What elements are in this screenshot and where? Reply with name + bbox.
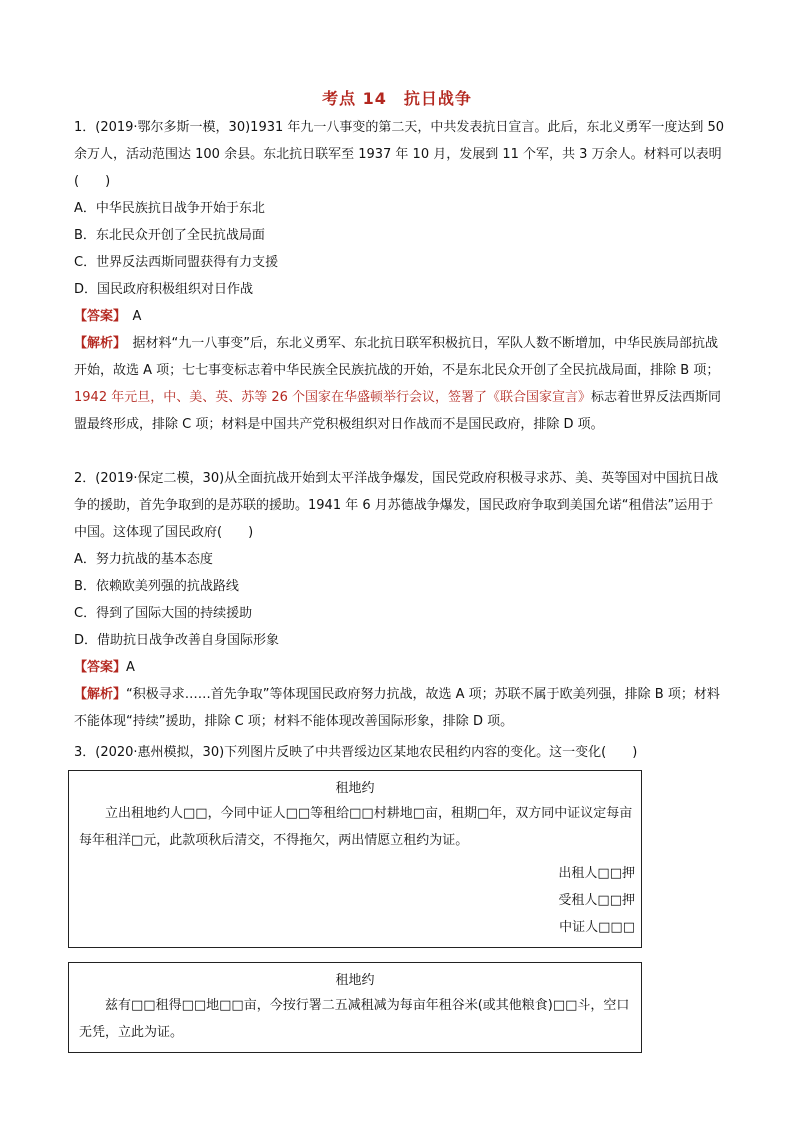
lease-contract-2 — [68, 962, 642, 1053]
option-c: C．得到了国际大国的持续援助 — [74, 606, 253, 621]
analysis-label: 【解析】 — [74, 336, 120, 351]
analysis-text-b: 标志着世界反法西斯同盟最终形成，排除 C 项；材料是中国共产党积极组织对日作战而不是国民政府，排除 D 项。 — [74, 390, 722, 432]
question-stem: 3．(2020·惠州模拟，30)下列图片反映了中共晋绥边区某地农民租约内容的变化。这一变化( ) — [74, 745, 638, 760]
question-stem: 1．(2019·鄂尔多斯一模，30)1931 年九一八事变的第二天，中共发表抗日宣言。此后，东北义勇军一度达到 50 余万人，活动范围达 100 余县。东北抗日联军至 1937 年 10 月，发展到 11 个军，共 3 万余人。材料可以表明( ) — [74, 120, 725, 189]
contract-heading: 租地约 — [335, 973, 375, 988]
answer-row — [74, 654, 726, 681]
lessee-signature: 受租人□□押 — [558, 893, 635, 908]
option-b: B．依赖欧美列强的抗战路线 — [74, 579, 239, 594]
answer-label: 【答案】 — [74, 309, 120, 324]
analysis — [74, 681, 726, 735]
analysis — [74, 330, 726, 438]
contract-body: 兹有□□租得□□地□□亩，今按行署二五减租减为每亩年租谷米(或其他粮食)□□斗，空口无凭，立此为证。 — [79, 998, 630, 1040]
analysis-label: 【解析】 — [74, 687, 127, 702]
option-c: C．世界反法西斯同盟获得有力支援 — [74, 255, 279, 270]
question-2 — [74, 465, 726, 735]
option-d: D．国民政府积极组织对日作战 — [74, 282, 254, 297]
question-1 — [74, 114, 726, 438]
analysis-highlight: 1942 年元旦，中、美、英、苏等 26 个国家在华盛顿举行会议，签署了《联合国家宣言》 — [74, 390, 592, 405]
page-title: 考点 14 抗日战争 — [322, 89, 472, 108]
witness-signature: 中证人□□□ — [559, 920, 635, 935]
answer-label: 【答案】 — [74, 660, 127, 675]
option-b: B．东北民众开创了全民抗战局面 — [74, 228, 265, 243]
option-a: A．中华民族抗日战争开始于东北 — [74, 201, 265, 216]
option-a: A．努力抗战的基本态度 — [74, 552, 213, 567]
contract-heading: 租地约 — [335, 781, 375, 796]
question-3 — [74, 739, 726, 766]
analysis-text-a: 据材料“九一八事变”后，东北义勇军、东北抗日联军积极抗日，军队人数不断增加，中华民族局部抗战开始，故选 A 项；七七事变标志着中华民族全民族抗战的开始，不是东北民众开创了全民抗战局面，排除 B 项； — [74, 336, 720, 378]
option-d: D．借助抗日战争改善自身国际形象 — [74, 633, 280, 648]
analysis-text: “积极寻求……首先争取”等体现国民政府努力抗战，故选 A 项；苏联不属于欧美列强，排除 B 项；材料不能体现“持续”援助，排除 C 项；材料不能体现改善国际形象，排除 D 项。 — [74, 687, 720, 729]
answer-value: A — [119, 309, 142, 324]
contract-body: 立出租地约人□□，今同中证人□□等租给□□村耕地□亩，租期□年，双方同中证议定每亩每年租洋□元，此款项秋后清交，不得拖欠，两出情愿立租约为证。 — [79, 806, 633, 848]
lease-contract-1 — [68, 770, 642, 948]
question-stem: 2．(2019·保定二模，30)从全面抗战开始到太平洋战争爆发，国民党政府积极寻求苏、美、英等国对中国抗日战争的援助，首先争取到的是苏联的援助。1941 年 6 月苏德战争爆发，国民政府争取到美国允诺“租借法”运用于中国。这体现了国民政府( ) — [74, 471, 719, 540]
lessor-signature: 出租人□□押 — [558, 866, 635, 881]
answer-value: A — [126, 660, 135, 675]
answer-row — [74, 303, 726, 330]
